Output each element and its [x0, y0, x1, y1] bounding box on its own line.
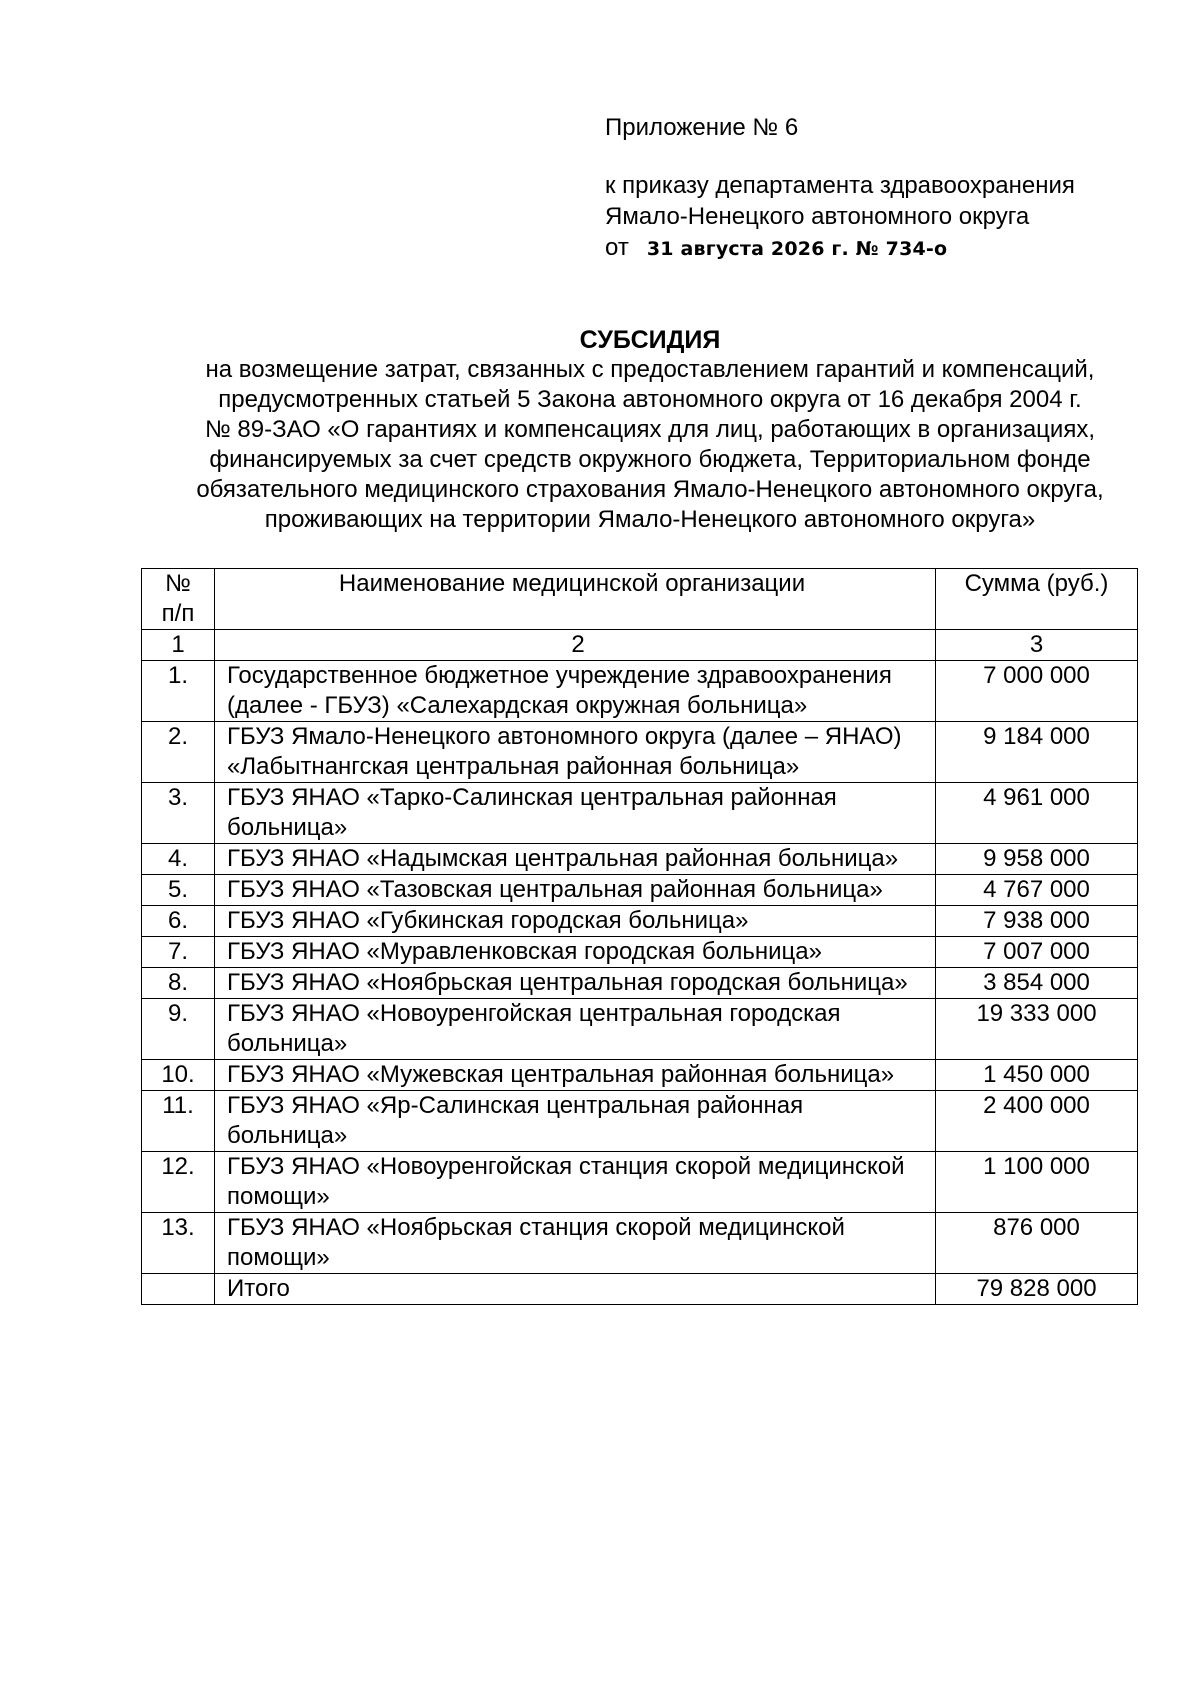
row-number-cell: 13. [142, 1213, 215, 1274]
table-header-row [142, 569, 1138, 630]
row-organization-cell: Государственное бюджетное учреждение здравоохранения (далее - ГБУЗ) «Салехардская окружная больница» [215, 661, 936, 722]
document-title: СУБСИДИЯ [579, 326, 721, 354]
row-sum-cell: 876 000 [936, 1213, 1138, 1274]
total-sum-cell: 79 828 000 [936, 1274, 1138, 1305]
annex-date-stamp: 31 августа 2026 г. № 734-о [646, 238, 948, 260]
row-sum-cell: 4 961 000 [936, 783, 1138, 844]
header-sum: Сумма (руб.) [936, 569, 1138, 630]
table-row [142, 906, 1138, 937]
table-row [142, 661, 1138, 722]
row-sum-cell: 1 100 000 [936, 1152, 1138, 1213]
annex-order-line-2: Ямало-Ненецкого автономного округа [605, 203, 1030, 230]
table-row [142, 937, 1138, 968]
annex-date-line [605, 232, 1165, 265]
row-number-cell: 9. [142, 999, 215, 1060]
row-number-cell: 2. [142, 722, 215, 783]
row-sum-cell: 9 958 000 [936, 844, 1138, 875]
row-sum-cell: 7 938 000 [936, 906, 1138, 937]
table-row [142, 1060, 1138, 1091]
column-index-cell: 2 [215, 630, 936, 661]
table-row [142, 1213, 1138, 1274]
column-index-cell: 3 [936, 630, 1138, 661]
row-number-cell: 5. [142, 875, 215, 906]
row-number-cell: 7. [142, 937, 215, 968]
total-row [142, 1274, 1138, 1305]
row-number-cell: 8. [142, 968, 215, 999]
row-organization-cell: ГБУЗ ЯНАО «Ноябрьская станция скорой медицинской помощи» [215, 1213, 936, 1274]
row-sum-cell: 7 007 000 [936, 937, 1138, 968]
table-body [142, 661, 1138, 1274]
row-number-cell: 4. [142, 844, 215, 875]
row-number-cell: 6. [142, 906, 215, 937]
header-number-line-1: № [165, 570, 191, 597]
row-organization-cell: ГБУЗ ЯНАО «Тазовская центральная районная больница» [215, 875, 936, 906]
total-number-cell [142, 1274, 215, 1305]
row-organization-cell: ГБУЗ ЯНАО «Надымская центральная районная больница» [215, 844, 936, 875]
table-row [142, 999, 1138, 1060]
header-number [142, 569, 215, 630]
annex-order-line-1: к приказу департамента здравоохранения [605, 172, 1075, 199]
row-organization-cell: ГБУЗ ЯНАО «Губкинская городская больница» [215, 906, 936, 937]
row-sum-cell: 1 450 000 [936, 1060, 1138, 1091]
annex-header [605, 112, 1165, 265]
annex-number: Приложение № 6 [605, 114, 799, 141]
row-organization-cell: ГБУЗ Ямало-Ненецкого автономного округа (далее – ЯНАО) «Лабытнангская центральная районная больница» [215, 722, 936, 783]
table-row [142, 968, 1138, 999]
table-row [142, 1152, 1138, 1213]
document-subtitle-line: на возмещение затрат, связанных с предоставлением гарантий и компенсаций, [205, 356, 1095, 383]
row-sum-cell: 19 333 000 [936, 999, 1138, 1060]
table-row [142, 875, 1138, 906]
row-sum-cell: 7 000 000 [936, 661, 1138, 722]
annex-date-prefix: от [605, 234, 629, 261]
column-index-cell: 1 [142, 630, 215, 661]
row-sum-cell: 2 400 000 [936, 1091, 1138, 1152]
row-number-cell: 12. [142, 1152, 215, 1213]
document-subtitle-line: № 89-ЗАО «О гарантиях и компенсациях для лиц, работающих в организациях, [205, 416, 1095, 443]
document-subtitle-line: финансируемых за счет средств окружного бюджета, Территориальном фонде [209, 446, 1091, 473]
row-organization-cell: ГБУЗ ЯНАО «Тарко-Салинская центральная районная больница» [215, 783, 936, 844]
row-sum-cell: 4 767 000 [936, 875, 1138, 906]
document-subtitle-line: предусмотренных статьей 5 Закона автономного округа от 16 декабря 2004 г. [218, 386, 1082, 413]
document-subtitle-line: обязательного медицинского страхования Ямало-Ненецкого автономного округа, [196, 476, 1104, 503]
header-number-line-2: п/п [161, 600, 195, 627]
row-organization-cell: ГБУЗ ЯНАО «Новоуренгойская станция скорой медицинской помощи» [215, 1152, 936, 1213]
table-row [142, 783, 1138, 844]
row-number-cell: 10. [142, 1060, 215, 1091]
row-number-cell: 11. [142, 1091, 215, 1152]
row-organization-cell: ГБУЗ ЯНАО «Новоуренгойская центральная городская больница» [215, 999, 936, 1060]
row-organization-cell: ГБУЗ ЯНАО «Ноябрьская центральная городская больница» [215, 968, 936, 999]
document-subtitle-line: проживающих на территории Ямало-Ненецкого автономного округа» [264, 506, 1036, 533]
table-row [142, 1091, 1138, 1152]
header-organization-name: Наименование медицинской организации [215, 569, 936, 630]
subsidy-table [141, 568, 1138, 1305]
row-organization-cell: ГБУЗ ЯНАО «Яр-Салинская центральная районная больница» [215, 1091, 936, 1152]
row-sum-cell: 9 184 000 [936, 722, 1138, 783]
row-organization-cell: ГБУЗ ЯНАО «Мужевская центральная районная больница» [215, 1060, 936, 1091]
table-row [142, 722, 1138, 783]
row-number-cell: 3. [142, 783, 215, 844]
column-index-row [142, 630, 1138, 661]
row-organization-cell: ГБУЗ ЯНАО «Муравленковская городская больница» [215, 937, 936, 968]
row-number-cell: 1. [142, 661, 215, 722]
table-row [142, 844, 1138, 875]
total-label-cell: Итого [215, 1274, 936, 1305]
row-sum-cell: 3 854 000 [936, 968, 1138, 999]
document-title-block [118, 325, 1182, 535]
